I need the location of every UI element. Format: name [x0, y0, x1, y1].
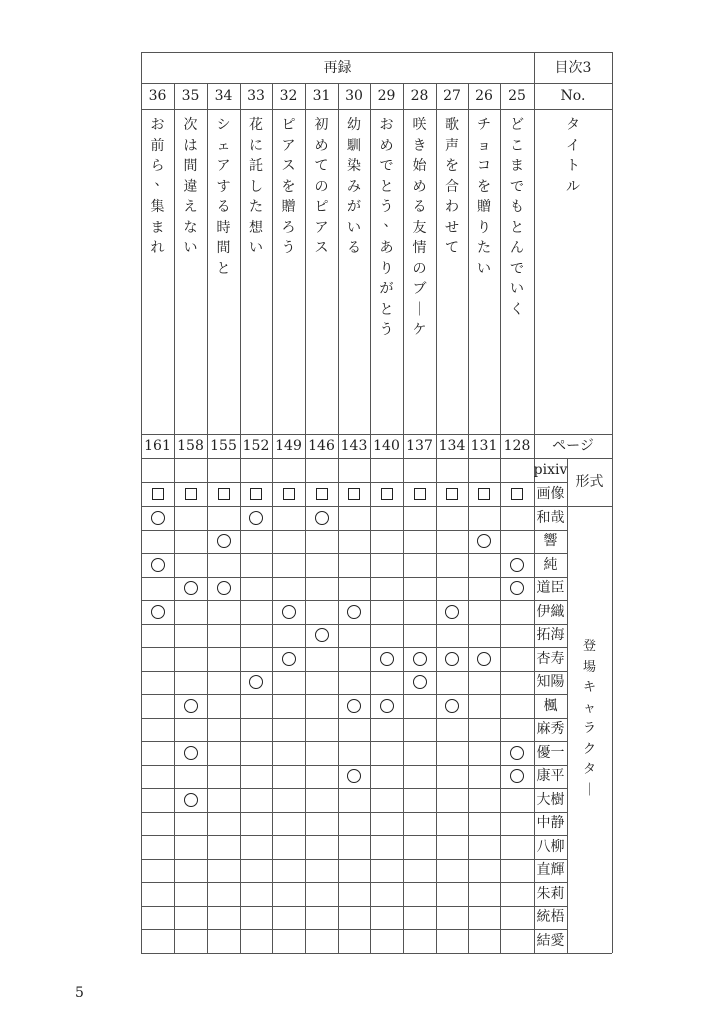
character-row-divider [141, 600, 567, 601]
appearance-mark [217, 534, 231, 548]
appearance-mark [151, 605, 165, 619]
character-row-divider [141, 553, 567, 554]
image-checkbox [446, 488, 458, 500]
entry-title: 花 に 託 し た 想 い [249, 117, 263, 256]
entry-title: シ ェ ア す る 時 間 と [216, 117, 231, 277]
character-row-divider [141, 765, 567, 766]
character-row-divider [141, 812, 567, 813]
character-name: 優一 [536, 744, 565, 761]
character-name: 杏寿 [536, 650, 565, 667]
appearance-mark [510, 746, 524, 760]
entry-no: 26 [475, 88, 493, 104]
entry-page: 146 [308, 438, 335, 454]
entry-page: 149 [275, 438, 302, 454]
appearance-mark [380, 699, 394, 713]
image-checkbox [511, 488, 523, 500]
image-checkbox [478, 488, 490, 500]
entry-no: 30 [345, 88, 363, 104]
character-row-divider [141, 835, 567, 836]
appearance-mark [477, 534, 491, 548]
entry-page: 140 [373, 438, 400, 454]
entry-page: 143 [340, 438, 368, 454]
entry-page: 155 [210, 438, 237, 454]
format-label: 形式 [575, 474, 604, 490]
appearance-mark [477, 652, 491, 666]
entry-no: 25 [508, 88, 526, 104]
character-row-divider [141, 694, 567, 695]
image-checkbox [316, 488, 328, 500]
entry-page: 161 [144, 438, 171, 454]
entry-page: 128 [503, 438, 531, 454]
characters-label: 登 場 キ ャ ラ ク タ ｜ [582, 639, 596, 798]
page-header: ページ [552, 438, 594, 454]
character-name: 大樹 [536, 791, 565, 808]
character-name: 朱莉 [536, 885, 565, 902]
entry-title: ピ ア ス を 贈 ろ う [281, 117, 296, 256]
character-name: 純 [543, 556, 558, 573]
appearance-mark [347, 605, 361, 619]
character-name: 直輝 [536, 862, 565, 879]
table-bottom-border [141, 953, 612, 954]
appearance-mark [380, 652, 394, 666]
entry-title: 咲 き 始 め る 友 情 の ブ ｜ ケ [412, 117, 427, 338]
appearance-mark [413, 675, 427, 689]
appearance-mark [445, 652, 459, 666]
entry-no: 29 [377, 88, 396, 104]
image-checkbox [152, 488, 164, 500]
entry-title: チ ョ コ を 贈 り た い [477, 117, 491, 277]
character-row-divider [141, 530, 567, 531]
entry-no: 33 [247, 88, 265, 104]
character-name: 八柳 [536, 838, 565, 855]
character-name: 拓海 [536, 627, 565, 644]
appearance-mark [347, 699, 361, 713]
appearance-mark [184, 699, 198, 713]
character-row-divider [141, 929, 567, 930]
appearance-mark [282, 652, 296, 666]
appearance-mark [249, 675, 263, 689]
entry-no: 35 [181, 88, 200, 104]
character-name: 道臣 [536, 580, 565, 597]
entry-title: 歌 声 を 合 わ せ て [445, 117, 459, 256]
pixiv-label: pixiv [533, 462, 568, 478]
character-name: 知陽 [536, 674, 565, 691]
page-number: 5 [75, 985, 84, 1001]
character-name: 中静 [536, 815, 565, 832]
character-row-divider [141, 741, 567, 742]
character-name: 響 [543, 533, 558, 550]
entry-page: 134 [438, 438, 466, 454]
character-name: 和哉 [536, 509, 565, 526]
image-checkbox [414, 488, 426, 500]
entry-page: 152 [242, 438, 270, 454]
no-header: No. [560, 88, 586, 104]
character-name: 楓 [543, 697, 558, 714]
image-checkbox [185, 488, 197, 500]
entry-page: 158 [177, 438, 204, 454]
entry-no: 34 [214, 88, 233, 104]
entry-title: 次 は 間 違 え な い [183, 117, 198, 256]
group-header: 再録 [323, 59, 352, 76]
appearance-mark [315, 628, 329, 642]
character-row-divider [141, 647, 567, 648]
entry-no: 36 [148, 88, 167, 104]
character-row-divider [141, 906, 567, 907]
character-row-divider [141, 671, 567, 672]
appearance-mark [151, 511, 165, 525]
entry-page: 137 [406, 438, 433, 454]
pixiv-row-divider [141, 482, 567, 483]
appearance-mark [151, 558, 165, 572]
character-row-divider [141, 859, 567, 860]
appearance-mark [315, 511, 329, 525]
appearance-mark [282, 605, 296, 619]
appearance-mark [184, 746, 198, 760]
character-name: 統梧 [536, 909, 565, 926]
character-row-divider [141, 624, 567, 625]
appearance-mark [184, 793, 198, 807]
appearance-mark [445, 699, 459, 713]
entry-page: 131 [470, 438, 498, 454]
character-row-divider [141, 718, 567, 719]
character-name: 結愛 [536, 932, 565, 949]
appearance-mark [249, 511, 263, 525]
image-label: 画像 [536, 486, 565, 502]
character-row-divider [141, 577, 567, 578]
appearance-mark [510, 558, 524, 572]
entry-no: 32 [279, 88, 298, 104]
entry-title: 幼 馴 染 み が い る [347, 117, 361, 256]
character-row-divider [141, 788, 567, 789]
image-checkbox [381, 488, 393, 500]
entry-no: 31 [312, 88, 331, 104]
image-checkbox [218, 488, 230, 500]
entry-no: 28 [410, 88, 429, 104]
image-checkbox [283, 488, 295, 500]
character-name: 麻秀 [536, 721, 565, 738]
character-name: 康平 [536, 768, 565, 785]
entry-title: お め で と う 、 あ り が と う [379, 117, 398, 338]
no-row-divider [141, 109, 612, 110]
entry-title: お 前 ら 、 集 ま れ [150, 117, 169, 256]
entry-title: ど こ ま で も と ん で い く [510, 117, 524, 318]
appearance-mark [217, 581, 231, 595]
table-right-border [612, 52, 613, 953]
title-header: タ イ ト ル [566, 117, 580, 195]
appearance-mark [510, 769, 524, 783]
toc-header: 目次3 [554, 59, 592, 76]
appearance-mark [413, 652, 427, 666]
appearance-mark [347, 769, 361, 783]
entry-title: 初 め て の ピ ア ス [314, 117, 329, 256]
appearance-mark [184, 581, 198, 595]
character-name: 伊織 [536, 603, 565, 620]
appearance-mark [445, 605, 459, 619]
appearance-mark [510, 581, 524, 595]
character-row-divider [141, 882, 567, 883]
image-checkbox [250, 488, 262, 500]
image-checkbox [348, 488, 360, 500]
entry-no: 27 [443, 88, 461, 104]
